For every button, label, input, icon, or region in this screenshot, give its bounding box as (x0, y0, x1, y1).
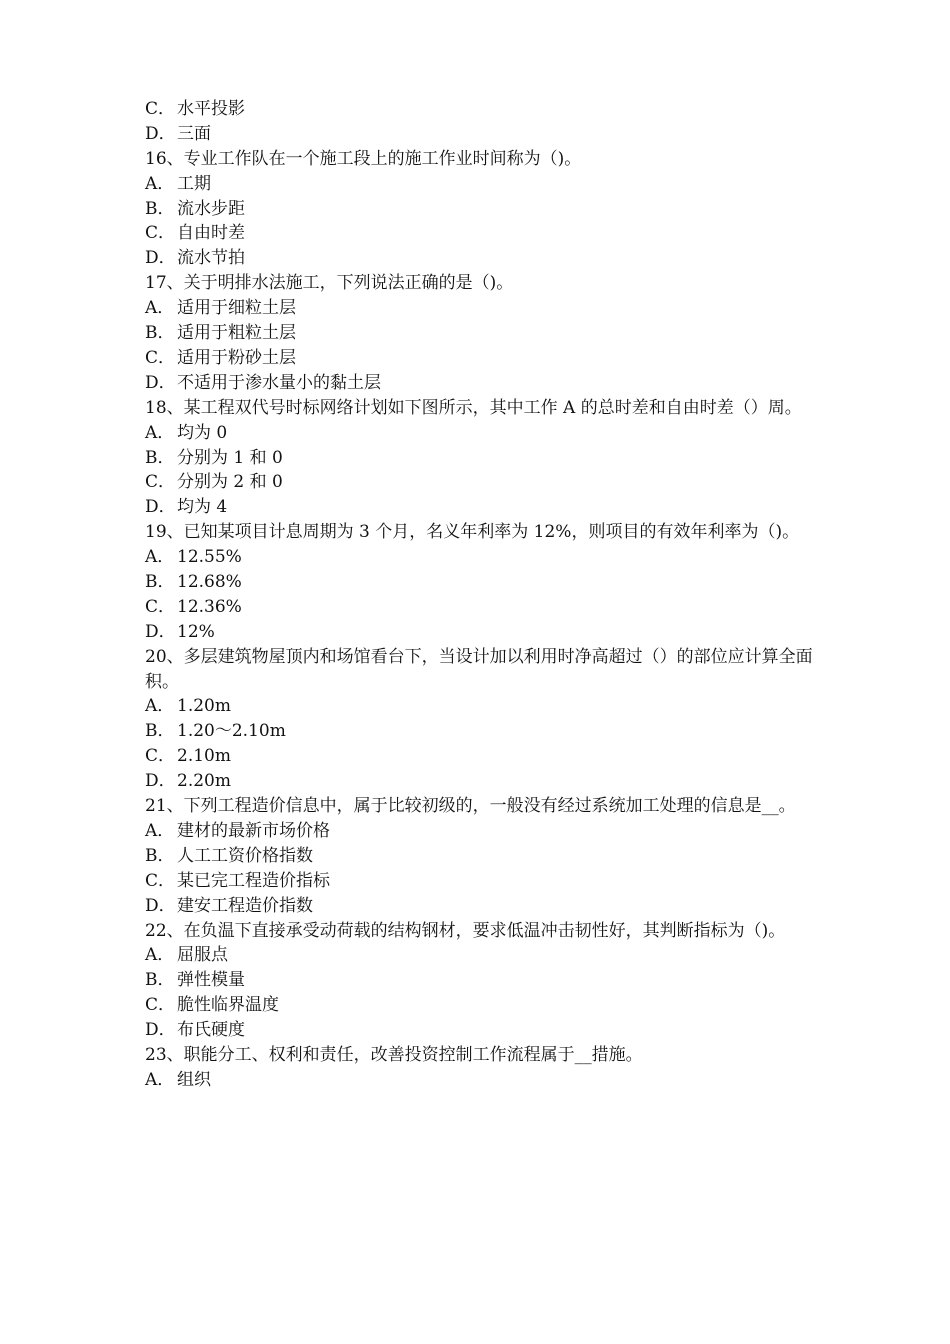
option-text: 某已完工程造价指标 (177, 870, 330, 891)
option-letter: B． (145, 845, 175, 866)
option-text: 12% (177, 621, 215, 642)
option-letter: B． (145, 447, 175, 468)
option-letter: D． (145, 771, 176, 792)
option-letter: B． (145, 571, 175, 592)
option-text: 2.10m (177, 746, 231, 767)
option-letter: D． (145, 621, 176, 642)
answer-option (145, 894, 817, 919)
option-letter: A． (145, 298, 175, 319)
answer-option (145, 769, 817, 794)
answer-option (145, 694, 817, 719)
option-text: 流水节拍 (177, 248, 245, 269)
answer-option (145, 943, 817, 968)
option-letter: C． (145, 472, 176, 493)
option-text: 脆性临界温度 (177, 995, 279, 1016)
answer-option (145, 1068, 817, 1093)
option-letter: A． (145, 547, 175, 568)
option-letter: A． (145, 422, 175, 443)
answer-option (145, 446, 817, 471)
option-text: 流水步距 (177, 198, 245, 219)
option-text: 人工工资价格指数 (177, 845, 313, 866)
option-text: 适用于粗粒土层 (177, 323, 296, 344)
option-letter: C． (145, 347, 176, 368)
answer-option (145, 495, 817, 520)
option-letter: D． (145, 248, 176, 269)
option-letter: D． (145, 372, 176, 393)
answer-option (145, 744, 817, 769)
option-letter: A． (145, 173, 175, 194)
answer-option (145, 620, 817, 645)
option-letter: D． (145, 895, 176, 916)
answer-option (145, 346, 817, 371)
option-text: 12.36% (177, 596, 242, 617)
option-letter: C． (145, 223, 176, 244)
answer-option (145, 321, 817, 346)
question-list (145, 97, 817, 1093)
answer-option (145, 97, 817, 122)
option-text: 均为 0 (177, 422, 228, 443)
option-letter: C． (145, 596, 176, 617)
option-letter: A． (145, 1069, 175, 1090)
option-text: 适用于粉砂土层 (177, 347, 296, 368)
question-text: 19、已知某项目计息周期为 3 个月，名义年利率为 12%，则项目的有效年利率为（)。 (145, 522, 800, 543)
answer-option (145, 968, 817, 993)
answer-option (145, 371, 817, 396)
option-letter: C． (145, 870, 176, 891)
answer-option (145, 296, 817, 321)
question-text: 22、在负温下直接承受动荷载的结构钢材，要求低温冲击韧性好，其判断指标为（)。 (145, 920, 786, 941)
answer-option (145, 172, 817, 197)
answer-option (145, 595, 817, 620)
option-text: 弹性模量 (177, 970, 245, 991)
option-text: 建材的最新市场价格 (177, 820, 330, 841)
answer-option (145, 844, 817, 869)
question-text: 23、职能分工、权利和责任，改善投资控制工作流程属于__措施。 (145, 1044, 643, 1065)
option-text: 组织 (177, 1069, 211, 1090)
answer-option (145, 993, 817, 1018)
answer-option (145, 246, 817, 271)
option-letter: A． (145, 945, 175, 966)
option-text: 水平投影 (177, 99, 245, 119)
answer-option (145, 570, 817, 595)
option-text: 自由时差 (177, 223, 245, 244)
answer-option (145, 421, 817, 446)
answer-option (145, 1018, 817, 1043)
option-text: 屈服点 (177, 945, 228, 966)
option-letter: C． (145, 746, 176, 767)
answer-option (145, 221, 817, 246)
option-text: 1.20m (177, 696, 231, 717)
option-letter: B． (145, 721, 175, 742)
option-text: 1.20～2.10m (177, 721, 286, 742)
option-text: 不适用于渗水量小的黏土层 (177, 372, 381, 393)
option-letter: D． (145, 123, 176, 144)
question-text: 18、某工程双代号时标网络计划如下图所示，其中工作 A 的总时差和自由时差（）周。 (145, 397, 802, 418)
answer-option (145, 122, 817, 147)
option-text: 均为 4 (177, 497, 228, 518)
option-text: 工期 (177, 173, 211, 194)
answer-option (145, 819, 817, 844)
question-text: 16、专业工作队在一个施工段上的施工作业时间称为（)。 (145, 148, 582, 169)
answer-option (145, 197, 817, 222)
option-text: 2.20m (177, 771, 231, 792)
option-letter: C． (145, 995, 176, 1016)
option-letter: C． (145, 99, 176, 119)
option-text: 布氏硬度 (177, 1020, 245, 1041)
answer-option (145, 719, 817, 744)
question-text: 17、关于明排水法施工，下列说法正确的是（)。 (145, 273, 514, 294)
option-text: 适用于细粒土层 (177, 298, 296, 319)
option-letter: B． (145, 323, 175, 344)
option-text: 三面 (177, 123, 211, 144)
answer-option (145, 869, 817, 894)
answer-option (145, 470, 817, 495)
question-text: 20、多层建筑物屋顶内和场馆看台下，当设计加以利用时净高超过（）的部位应计算全面积。 (145, 646, 813, 692)
option-text: 分别为 1 和 0 (177, 447, 283, 468)
option-letter: A． (145, 696, 175, 717)
option-text: 建安工程造价指数 (177, 895, 313, 916)
option-text: 12.68% (177, 571, 242, 592)
answer-option (145, 545, 817, 570)
question-text: 21、下列工程造价信息中，属于比较初级的，一般没有经过系统加工处理的信息是__。 (145, 796, 796, 817)
option-letter: D． (145, 497, 176, 518)
option-text: 12.55% (177, 547, 242, 568)
option-text: 分别为 2 和 0 (177, 472, 283, 493)
option-letter: B． (145, 970, 175, 991)
option-letter: A． (145, 820, 175, 841)
option-letter: B． (145, 198, 175, 219)
option-letter: D． (145, 1020, 176, 1041)
